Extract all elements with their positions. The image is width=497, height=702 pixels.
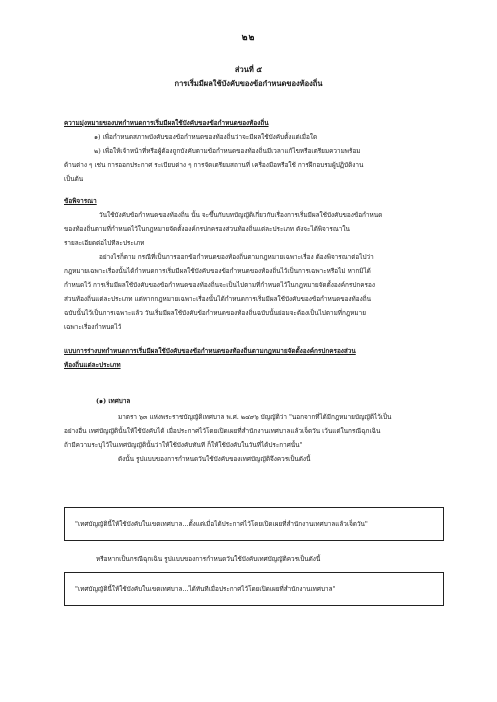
considerations-p1-line-2: ของท้องถิ่นตามที่กำหนดไว้ในกฎหมายจัดตั้งองค์กรปกครองส่วนท้องถิ่นแต่ละประเภท ดังจะได้พิจารณาใน: [64, 225, 350, 233]
considerations-heading: ข้อพิจารณา: [64, 197, 97, 205]
municipality-line-1: มาตรา ๖๓ แห่งพระราชบัญญัติเทศบาล พ.ศ. ๒๔๙๖ บัญญัติว่า "นอกจากที่ได้มีกฎหมายบัญญัติไว้เป็น: [118, 413, 392, 421]
objective-item-2-line-3: เป็นต้น: [64, 175, 84, 183]
considerations-p2-line-4: ส่วนท้องถิ่นแต่ละประเภท แต่หากกฎหมายเฉพาะเรื่องนั้นได้กำหนดการเริ่มมีผลใช้บังคับของข้อกำหนดของท้องถิ่น: [64, 295, 371, 303]
objective-heading: ความมุ่งหมายของบทกำหนดการเริ่มมีผลใช้บังคับของข้อกำหนดของท้องถิ่น: [64, 119, 269, 127]
objective-item-2-line-1: ๒) เพื่อให้เจ้าหน้าที่หรือผู้ต้องถูกบังคับตามข้อกำหนดของท้องถิ่นมีเวลาแก้ไขหรือเตรียมความพร้อม: [94, 147, 361, 155]
template-box-standard-text: "เทศบัญญัตินี้ให้ใช้บังคับในเขตเทศบาล...ตั้งแต่เมื่อได้ประกาศไว้โดยเปิดเผยที่สำนักงานเทศบาลแล้วเจ็ดวัน": [75, 520, 368, 528]
template-box-standard: [64, 507, 444, 541]
considerations-p2-line-3: กำหนดไว้ การเริ่มมีผลใช้บังคับของข้อกำหนดของท้องถิ่นจะเป็นไปตามที่กำหนดไว้ในกฎหมายจัดตั้งองค์กรปกครอง: [64, 281, 375, 289]
objective-section: [64, 116, 444, 186]
considerations-p2-line-6: เฉพาะเรื่องกำหนดไว้: [64, 323, 122, 331]
page-number: ๒๒: [241, 33, 256, 43]
municipality-line-2: อย่างอื่น เทศบัญญัตินั้นให้ใช้บังคับได้ เมื่อประกาศไว้โดยเปิดเผยที่สำนักงานเทศบาลแล้วเจ็ดวัน เว้นแต่ในกรณีฉุกเฉิน: [64, 427, 381, 435]
drafting-section: [64, 344, 444, 372]
considerations-p1-line-3: รายละเอียดต่อไปทีละประเภท: [64, 239, 145, 247]
municipality-line-3: ถ้ามีความระบุไว้ในเทศบัญญัตินั้นว่าให้ใช้บังคับทันที ก็ให้ใช้บังคับในวันที่ได้ประกาศนั้น": [64, 441, 303, 449]
chapter-label: ส่วนที่ ๕: [234, 65, 263, 74]
municipality-heading: (๑) เทศบาล: [96, 397, 131, 405]
municipality-section: [64, 394, 444, 466]
objective-item-2-line-2: ด้านต่าง ๆ เช่น การออกประกาศ ระเบียบต่าง ๆ การจัดเตรียมสถานที่ เครื่องมือหรือใช้ การฝึกอบรมผู้ปฏิบัติงาน: [64, 161, 364, 169]
considerations-section: [64, 194, 444, 334]
emergency-line: หรือหากเป็นกรณีฉุกเฉิน รูปแบบของการกำหนดวันใช้บังคับเทศบัญญัติควรเป็นดังนี้: [96, 555, 321, 563]
template-box-emergency-text: "เทศบัญญัตินี้ให้ใช้บังคับในเขตเทศบาล...ได้ทันทีเมื่อประกาศไว้โดยเปิดเผยที่สำนักงานเทศบาล": [75, 585, 336, 593]
considerations-p1-line-1: วันใช้บังคับข้อกำหนดของท้องถิ่น นั้น จะขึ้นกับบทบัญญัติเกี่ยวกับเรื่องการเริ่มมีผลใช้บังคับของข้อกำหนด: [99, 211, 383, 219]
considerations-p2-line-5: ฉบับนั้นไว้เป็นการเฉพาะแล้ว วันเริ่มมีผลใช้บังคับข้อกำหนดของท้องถิ่นฉบับนั้นย่อมจะต้องเป็นไปตามที่กฎหมาย: [64, 309, 366, 317]
considerations-p2-line-1: อย่างไรก็ตาม กรณีที่เป็นการออกข้อกำหนดของท้องถิ่นตามกฎหมายเฉพาะเรื่อง ต้องพิจารณาต่อไปว่า: [99, 253, 374, 261]
objective-item-1: ๑) เพื่อกำหนดสภาพบังคับของข้อกำหนดของท้องถิ่นว่าจะมีผลใช้บังคับตั้งแต่เมื่อใด: [94, 133, 318, 141]
municipality-line-4: ดังนั้น รูปแบบของการกำหนดวันใช้บังคับของเทศบัญญัติจึงควรเป็นดังนี้: [118, 455, 311, 463]
chapter-title: การเริ่มมีผลใช้บังคับของข้อกำหนดของท้องถิ่น: [174, 79, 323, 88]
drafting-heading-line-2: ท้องถิ่นแต่ละประเภท: [64, 361, 121, 369]
drafting-heading-line-1: แบบการร่างบทกำหนดการเริ่มมีผลใช้บังคับของข้อกำหนดของท้องถิ่นตามกฎหมายจัดตั้งองค์กรปกครองส่วน: [64, 347, 356, 355]
template-box-emergency: [64, 572, 444, 606]
considerations-p2-line-2: กฎหมายเฉพาะเรื่องนั้นได้กำหนดการเริ่มมีผลใช้บังคับของข้อกำหนดของท้องถิ่นไว้เป็นการเฉพาะหรือไม่ หากมิได้: [64, 267, 371, 275]
